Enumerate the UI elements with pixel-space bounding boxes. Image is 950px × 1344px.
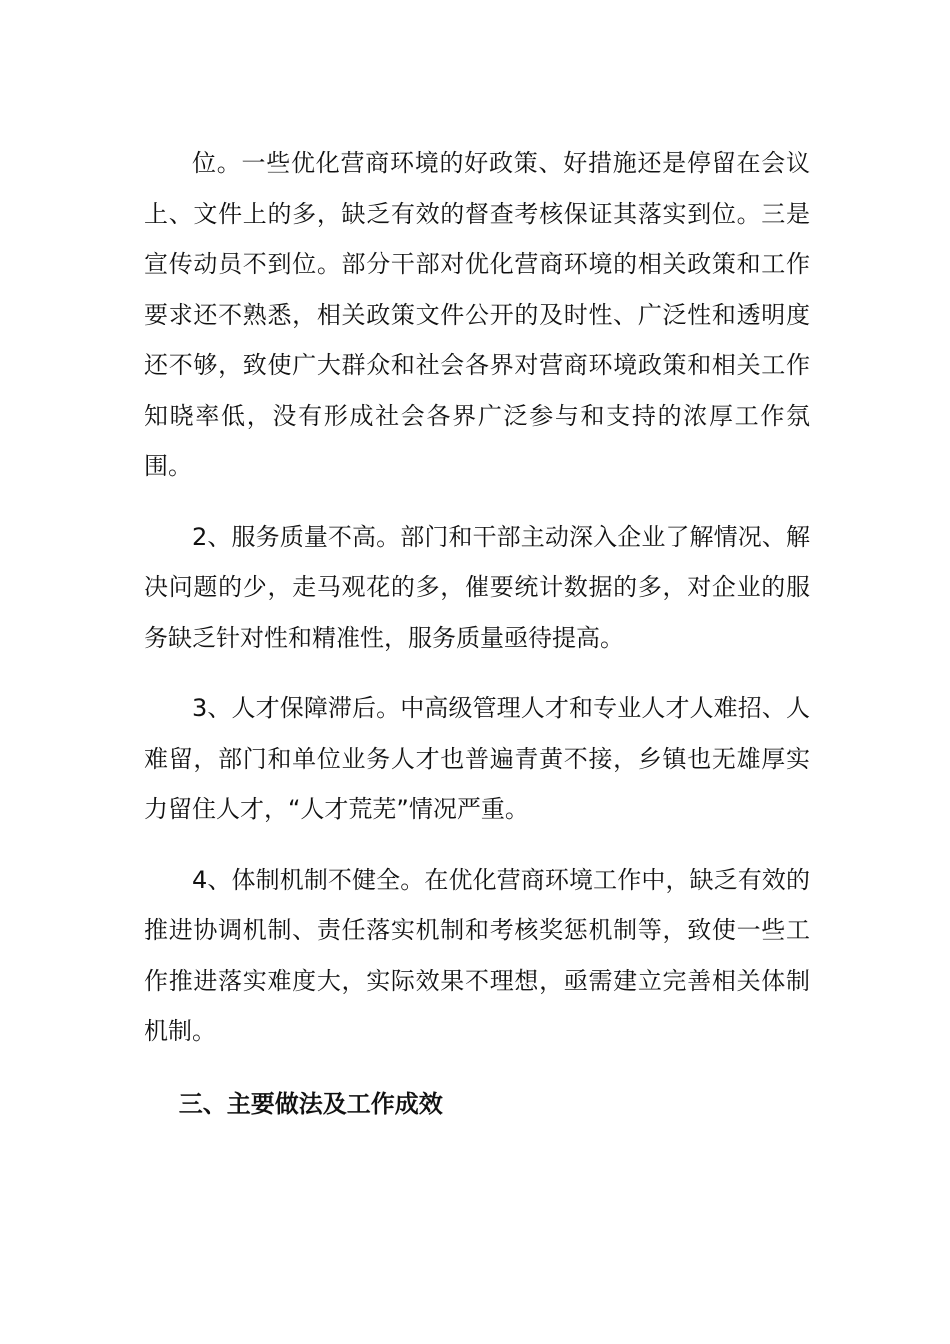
paragraph-service-quality: 2、服务质量不高。部门和干部主动深入企业了解情况、解决问题的少，走马观花的多，催要统计数据的多，对企业的服务缺乏针对性和精准性，服务质量亟待提高。	[144, 522, 810, 652]
paragraph-talent: 3、人才保障滞后。中高级管理人才和专业人才人难招、人难留，部门和单位业务人才也普遍青黄不接，乡镇也无雄厚实力留住人才，“人才荒芜”情况严重。	[144, 694, 810, 823]
paragraph-continued: 位。一些优化营商环境的好政策、好措施还是停留在会议上、文件上的多，缺乏有效的督查考核保证其落实到位。三是宣传动员不到位。部分干部对优化营商环境的相关政策和工作要求还不熟悉，相关政策文件公开的及时性、广泛性和透明度还不够，致使广大群众和社会各界对营商环境政策和相关工作知晓率低，没有形成社会各界广泛参与和支持的浓厚工作氛围。	[144, 149, 810, 480]
section-heading: 三、主要做法及工作成效	[178, 1089, 443, 1118]
paragraph-institutions: 4、体制机制不健全。在优化营商环境工作中，缺乏有效的推进协调机制、责任落实机制和考核奖惩机制等，致使一些工作推进落实难度大，实际效果不理想，亟需建立完善相关体制机制。	[144, 865, 810, 1045]
document-body	[144, 138, 810, 1129]
